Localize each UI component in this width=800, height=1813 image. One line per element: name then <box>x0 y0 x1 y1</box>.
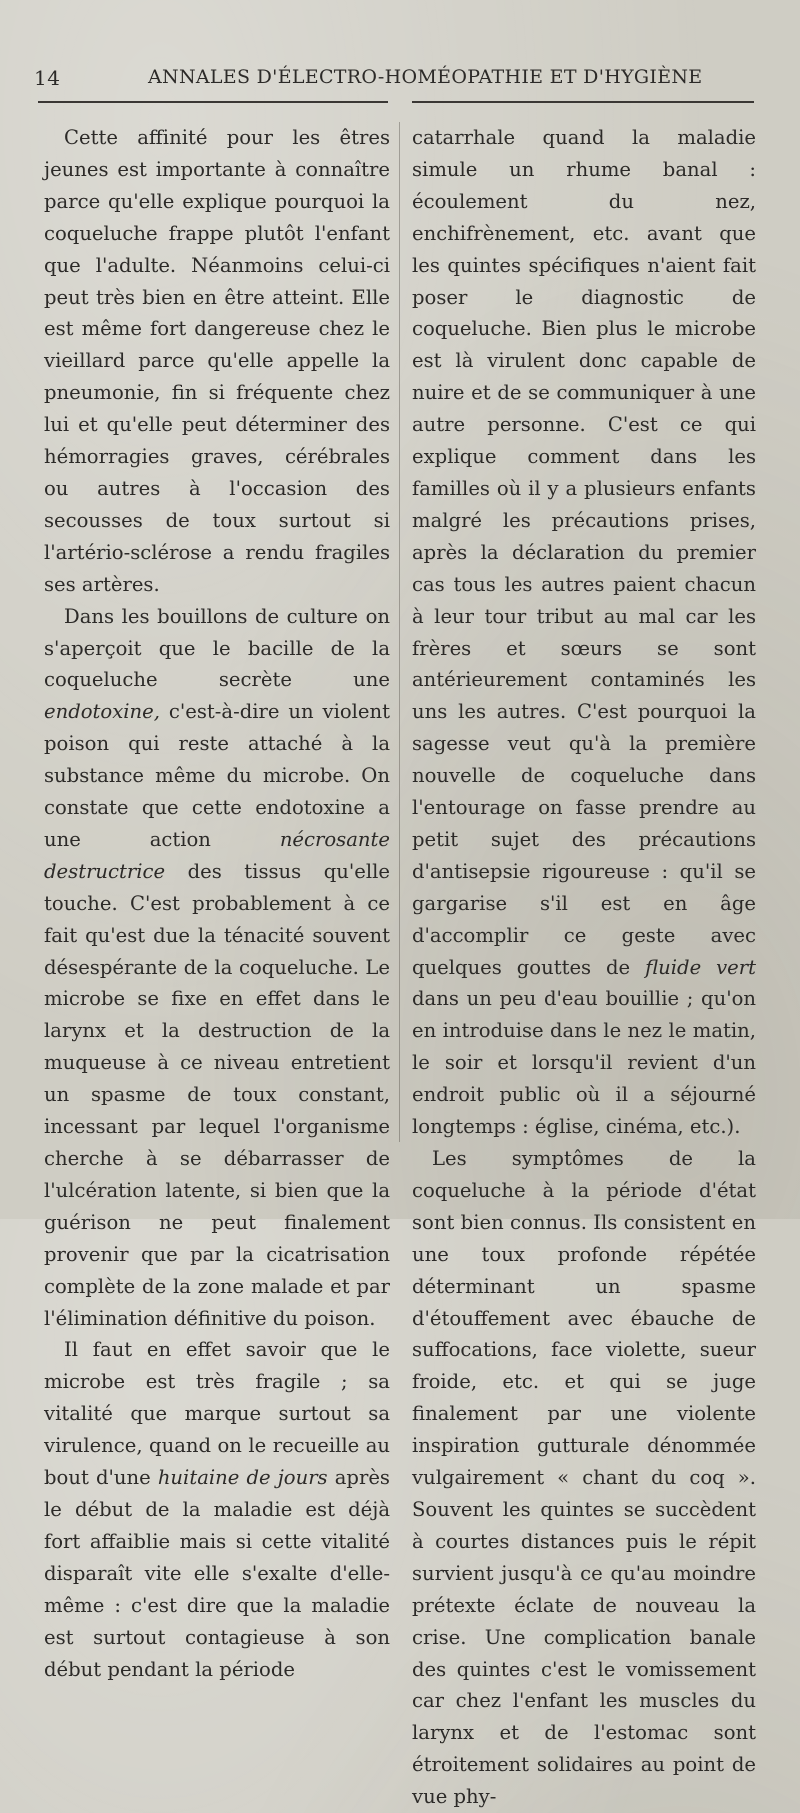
page-header <box>30 66 760 96</box>
left-column <box>44 122 390 1685</box>
header-rule-right <box>412 101 754 103</box>
text-run: des tissus qu'elle touche. C'est probablement à ce fait qu'est due la ténacité souvent désespérante de la coqueluche. Le microbe se fixe en effet dans le larynx et la destruction de la muqueuse à ce niveau entretient un spasme de toux constant, incessant par lequel l'organisme cherche à se débarrasser de l'ulcération latente, si bien que la guérison ne peut finalement provenir que par la cicatrisation complète de la zone malade et par l'élimination définitive du poison. <box>44 859 390 1330</box>
italic-term: fluide vert <box>645 955 756 979</box>
italic-term: nécrosante destructrice <box>44 827 390 883</box>
running-title: ANNALES D'ÉLECTRO-HOMÉOPATHIE ET D'HYGIÈNE <box>148 66 703 88</box>
italic-term: endotoxine, <box>44 700 160 724</box>
text-run: catarrhale quand la maladie simule un rhume banal : écoulement du nez, enchifrènement, etc. avant que les quintes spécifiques n'aient fait poser le diagnostic de coqueluche. Bien plus le microbe est là virulent donc capable de nuire et de se communiquer à une autre personne. C'est ce qui explique comment dans les familles où il y a plusieurs enfants malgré les précautions prises, après la déclaration du premier cas tous les autres paient chacun à leur tour tribut au mal car les frères et sœurs se sont antérieurement contaminés les uns les autres. C'est pourquoi la sagesse veut qu'à la première nouvelle de coqueluche dans l'entourage on fasse prendre au petit sujet des précautions d'antisepsie rigoureuse : qu'il se gargarise s'il est en âge d'accomplir ce geste avec quelques gouttes de <box>412 126 756 979</box>
right-column <box>412 122 756 1813</box>
column-divider <box>399 122 400 1142</box>
text-run: après le début de la maladie est déjà fort affaiblie mais si cette vitalité disparaît vite elle s'exalte d'elle-même : c'est dire que la maladie est surtout contagieuse à son début pendant la période <box>44 1466 390 1681</box>
text-run: c'est-à-dire un violent poison qui reste attaché à la substance même du microbe. On constate que cette endotoxine a une action <box>44 700 390 851</box>
paragraph: Les symptômes de la coqueluche à la période d'état sont bien connus. Ils consistent en une toux profonde répétée déterminant un spasme d'étouffement avec ébauche de suffocations, face violette, sueur froide, etc. et qui se juge finalement par une violente inspiration gutturale dénommée vulgairement « chant du coq ». Souvent les quintes se succèdent à courtes distances puis le répit survient jusqu'à ce qu'au moindre prétexte éclate de nouveau la crise. Une complication banale des quintes c'est le vomissement car chez l'enfant les muscles du larynx et de l'estomac sont étroitement solidaires au point de vue phy- <box>412 1147 756 1809</box>
paragraph <box>44 1334 390 1685</box>
italic-term: huitaine de jours <box>157 1466 328 1490</box>
header-rule-left <box>38 101 388 103</box>
page-number: 14 <box>34 66 61 90</box>
paragraph <box>44 601 390 1335</box>
paragraph: Cette affinité pour les êtres jeunes est importante à connaître parce qu'elle explique pourquoi la coqueluche frappe plutôt l'enfant que l'adulte. Néanmoins celui-ci peut très bien en être atteint. Elle est même fort dangereuse chez le vieillard parce qu'elle appelle la pneumonie, fin si fréquente chez lui et qu'elle peut déterminer des hémorragies graves, cérébrales ou autres à l'occasion des secousses de toux surtout si l'artério-sclérose a rendu fragiles ses artères. <box>44 126 390 596</box>
text-run: Dans les bouillons de culture on s'aperçoit que le bacille de la coqueluche secrète une <box>44 604 390 692</box>
paragraph <box>412 122 756 1143</box>
text-run: Il faut en effet savoir que le microbe est très fragile ; sa vitalité que marque surtout sa virulence, quand on le recueille au bout d'une <box>44 1338 390 1490</box>
text-run: dans un peu d'eau bouillie ; qu'on en introduise dans le nez le matin, le soir et lorsqu'il revient d'un endroit public où il a séjourné longtemps : église, cinéma, etc.). <box>412 987 756 1139</box>
